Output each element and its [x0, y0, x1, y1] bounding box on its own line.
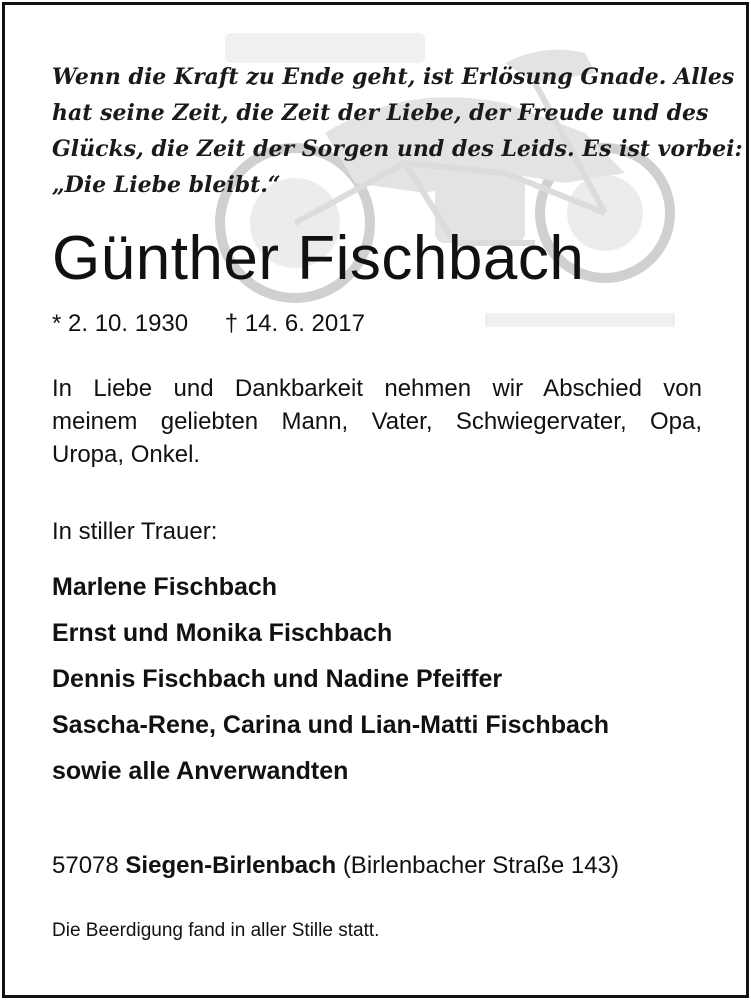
address-postcode: 57078	[52, 852, 119, 879]
address-street: (Birlenbacher Straße 143)	[342, 852, 619, 879]
mourners-list	[52, 564, 609, 794]
quote-line: Glücks, die Zeit der Sorgen und des Leids. Es ist vorbei:	[52, 136, 743, 162]
birth-date: * 2. 10. 1930	[52, 310, 189, 337]
farewell-line: meinem geliebten Mann, Vater, Schwiegervater, Opa,	[52, 408, 702, 435]
mourning-label: In stiller Trauer:	[52, 518, 218, 545]
mourner-name: sowie alle Anverwandten	[52, 757, 349, 785]
quote-line: „Die Liebe bleibt.“	[52, 172, 281, 198]
farewell-line: In Liebe und Dankbarkeit nehmen wir Abschied von	[52, 375, 702, 402]
mourner-name: Dennis Fischbach und Nadine Pfeiffer	[52, 665, 503, 693]
funeral-note: Die Beerdigung fand in aller Stille statt.	[52, 920, 380, 941]
memorial-quote	[52, 59, 743, 203]
life-dates	[52, 310, 365, 338]
death-date: † 14. 6. 2017	[224, 310, 365, 337]
farewell-text	[52, 372, 702, 471]
deceased-name: Günther Fischbach	[52, 224, 585, 293]
farewell-line: Uropa, Onkel.	[52, 441, 201, 468]
mourner-name: Ernst und Monika Fischbach	[52, 619, 393, 647]
address	[52, 852, 619, 880]
obituary-card	[2, 2, 749, 998]
address-place: Siegen-Birlenbach	[125, 852, 337, 879]
mourner-name: Sascha-Rene, Carina und Lian-Matti Fischbach	[52, 711, 610, 739]
mourner-name: Marlene Fischbach	[52, 573, 278, 601]
quote-line: hat seine Zeit, die Zeit der Liebe, der Freude und des	[52, 100, 709, 126]
quote-line: Wenn die Kraft zu Ende geht, ist Erlösung Gnade. Alles	[52, 64, 735, 90]
